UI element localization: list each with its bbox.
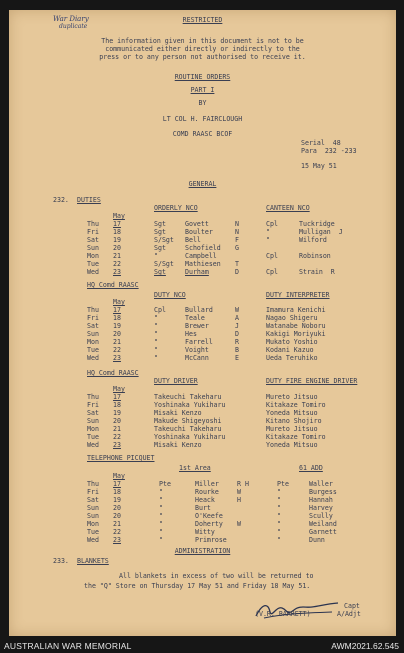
- driver-name-cell: Yoshinaka Yukiharu: [154, 401, 226, 409]
- day-cell: Wed: [87, 268, 99, 276]
- nco-name-cell: Voight: [185, 346, 209, 354]
- fire-driver-name-cell: Mureto Jitsuo: [266, 425, 318, 433]
- handwritten-note-2: duplicate: [59, 23, 88, 30]
- picquet-rank-2-cell: ": [277, 488, 281, 496]
- nco-name-cell: Brewer: [185, 322, 209, 330]
- nco-rank-cell: ": [154, 346, 158, 354]
- orderly-name-cell: Boulter: [185, 228, 213, 236]
- date-cell: 22: [113, 528, 121, 536]
- orderly-rank-cell: Sgt: [154, 228, 166, 236]
- date-cell: 19: [113, 236, 121, 244]
- picquet-name-cell: O'Keefe: [195, 512, 223, 520]
- day-cell: Sun: [87, 417, 99, 425]
- orderly-name-cell: Bell: [185, 236, 201, 244]
- picquet-name-cell: Doherty: [195, 520, 223, 528]
- picquet-rank-2-cell: ": [277, 496, 281, 504]
- area-1-heading: 1st Area: [179, 464, 211, 472]
- orderly-rank-cell: Sgt: [154, 268, 166, 276]
- picquet-name-2-cell: Waller: [309, 480, 333, 488]
- driver-name-cell: Misaki Kenzo: [154, 441, 202, 449]
- date-cell: 18: [113, 488, 121, 496]
- nco-rank-cell: ": [154, 354, 158, 362]
- picquet-rank-cell: ": [159, 520, 163, 528]
- date-cell: 17: [113, 220, 121, 228]
- driver-name-cell: Takeuchi Takeharu: [154, 393, 222, 401]
- signature-rank: Capt: [344, 602, 360, 610]
- day-cell: Sun: [87, 504, 99, 512]
- picquet-rank-2-cell: ": [277, 536, 281, 544]
- date-cell: 20: [113, 244, 121, 252]
- routine-orders-heading: ROUTINE ORDERS: [174, 73, 231, 81]
- nco-name-cell: Bullard: [185, 306, 213, 314]
- date-cell: 23: [113, 354, 121, 362]
- picquet-initial-cell: H: [237, 496, 241, 504]
- day-cell: Thu: [87, 220, 99, 228]
- fire-driver-name-cell: Yoneda Mitsuo: [266, 409, 318, 417]
- nco-rank-cell: Cpl: [154, 306, 166, 314]
- canteen-nco-heading: CANTEEN NCO: [266, 204, 310, 212]
- day-cell: Fri: [87, 228, 99, 236]
- hq-comd-heading-1: HQ Comd RAASC: [87, 281, 139, 289]
- orderly-name-cell: Mathiesen: [185, 260, 221, 268]
- orderly-rank-cell: ": [154, 252, 158, 260]
- document-date: 15 May 51: [301, 162, 337, 170]
- canteen-rank-cell: ": [266, 228, 270, 236]
- serial-number: Serial 48: [301, 139, 341, 147]
- date-cell: 21: [113, 520, 121, 528]
- date-cell: 18: [113, 401, 121, 409]
- day-cell: Thu: [87, 480, 99, 488]
- date-cell: 23: [113, 441, 121, 449]
- picquet-name-cell: Primrose: [195, 536, 227, 544]
- date-cell: 19: [113, 409, 121, 417]
- month-label: May: [113, 385, 125, 393]
- interpreter-name-cell: Mukato Yoshio: [266, 338, 318, 346]
- month-label: May: [113, 212, 125, 220]
- date-cell: 22: [113, 260, 121, 268]
- day-cell: Thu: [87, 306, 99, 314]
- general-heading: GENERAL: [188, 180, 217, 188]
- day-cell: Mon: [87, 252, 99, 260]
- nco-rank-cell: ": [154, 322, 158, 330]
- handwritten-note: War Diary: [53, 15, 89, 23]
- picquet-initial-cell: R H: [237, 480, 249, 488]
- duties-heading: DUTIES: [77, 196, 101, 204]
- interpreter-name-cell: Watanabe Noboru: [266, 322, 326, 330]
- orderly-rank-cell: S/Sgt: [154, 260, 174, 268]
- orderly-name-cell: Campbell: [185, 252, 217, 260]
- driver-name-cell: Makude Shigeyoshi: [154, 417, 222, 425]
- driver-name-cell: Yoshinaka Yukiharu: [154, 433, 226, 441]
- orderly-initial-cell: F: [235, 236, 239, 244]
- nco-initial-cell: E: [235, 354, 239, 362]
- picquet-rank-cell: ": [159, 488, 163, 496]
- date-cell: 23: [113, 268, 121, 276]
- telephone-picquet-heading: TELEPHONE PICQUET: [87, 454, 155, 462]
- picquet-name-2-cell: Hannah: [309, 496, 333, 504]
- picquet-rank-cell: Pte: [159, 480, 171, 488]
- canteen-name-cell: Robinson: [299, 252, 331, 260]
- picquet-name-2-cell: Garnett: [309, 528, 337, 536]
- date-cell: 22: [113, 433, 121, 441]
- canteen-rank-cell: Cpl: [266, 220, 278, 228]
- picquet-rank-2-cell: Pte: [277, 480, 289, 488]
- notice-line-3: press or to any person not authorised to receive it.: [99, 53, 306, 61]
- picquet-name-cell: Rourke: [195, 488, 219, 496]
- day-cell: Sat: [87, 496, 99, 504]
- picquet-initial-cell: W: [237, 520, 241, 528]
- date-cell: 21: [113, 338, 121, 346]
- area-2-heading: 61 ADD: [299, 464, 323, 472]
- para-232-number: 232.: [53, 196, 69, 204]
- date-cell: 18: [113, 228, 121, 236]
- interpreter-name-cell: Nagao Shigeru: [266, 314, 318, 322]
- orderly-name-cell: Govett: [185, 220, 209, 228]
- picquet-rank-cell: ": [159, 496, 163, 504]
- fire-driver-name-cell: Kitano Shojiro: [266, 417, 322, 425]
- canteen-name-cell: Tuckridge: [299, 220, 335, 228]
- orderly-initial-cell: D: [235, 268, 239, 276]
- day-cell: Mon: [87, 425, 99, 433]
- notice-line-1: The information given in this document is not to be: [101, 37, 304, 45]
- blankets-line-2: the "Q" Store on Thursday 17 May 51 and Friday 18 May 51.: [84, 582, 311, 590]
- day-cell: Fri: [87, 401, 99, 409]
- orderly-name-cell: Durham: [185, 268, 209, 276]
- month-label: May: [113, 298, 125, 306]
- hq-comd-heading-2: HQ Comd RAASC: [87, 369, 139, 377]
- day-cell: Sat: [87, 409, 99, 417]
- part-heading: PART I: [190, 86, 215, 94]
- picquet-initial-cell: W: [237, 488, 241, 496]
- picquet-name-cell: Witty: [195, 528, 215, 536]
- fire-driver-name-cell: Kitakaze Tomiro: [266, 433, 326, 441]
- nco-initial-cell: J: [235, 322, 239, 330]
- footer-bar: [0, 638, 404, 653]
- picquet-name-2-cell: Burgess: [309, 488, 337, 496]
- nco-initial-cell: D: [235, 330, 239, 338]
- picquet-rank-2-cell: ": [277, 528, 281, 536]
- document-page: [9, 10, 396, 636]
- nco-name-cell: McCann: [185, 354, 209, 362]
- signature-title: A/Adjt: [337, 610, 361, 618]
- interpreter-name-cell: Imamura Kenichi: [266, 306, 326, 314]
- nco-rank-cell: ": [154, 314, 158, 322]
- nco-name-cell: Farrell: [185, 338, 213, 346]
- signature-name: (V.R. BARRETT): [255, 610, 311, 618]
- month-label: May: [113, 472, 125, 480]
- day-cell: Sat: [87, 236, 99, 244]
- duty-nco-heading: DUTY NCO: [154, 291, 186, 299]
- day-cell: Thu: [87, 393, 99, 401]
- fire-driver-name-cell: Kitakaze Tomiro: [266, 401, 326, 409]
- canteen-rank-cell: Cpl: [266, 252, 278, 260]
- nco-rank-cell: ": [154, 330, 158, 338]
- picquet-rank-cell: ": [159, 536, 163, 544]
- day-cell: Wed: [87, 441, 99, 449]
- duty-driver-heading: DUTY DRIVER: [154, 377, 198, 385]
- date-cell: 17: [113, 306, 121, 314]
- day-cell: Tue: [87, 346, 99, 354]
- driver-name-cell: Takeuchi Takeharu: [154, 425, 222, 433]
- day-cell: Tue: [87, 528, 99, 536]
- day-cell: Wed: [87, 354, 99, 362]
- administration-heading: ADMINISTRATION: [174, 547, 231, 555]
- nco-initial-cell: R: [235, 338, 239, 346]
- orderly-name-cell: Schofield: [185, 244, 221, 252]
- day-cell: Fri: [87, 314, 99, 322]
- date-cell: 20: [113, 504, 121, 512]
- picquet-rank-2-cell: ": [277, 504, 281, 512]
- canteen-name-cell: Mulligan J: [299, 228, 343, 236]
- command-name: COMD RAASC BCOF: [172, 130, 233, 138]
- nco-rank-cell: ": [154, 338, 158, 346]
- picquet-rank-cell: ": [159, 512, 163, 520]
- orderly-initial-cell: G: [235, 244, 239, 252]
- picquet-rank-2-cell: ": [277, 512, 281, 520]
- picquet-rank-cell: ": [159, 528, 163, 536]
- picquet-name-2-cell: Scully: [309, 512, 333, 520]
- blankets-line-1: All blankets in excess of two will be returned to: [119, 572, 314, 580]
- date-cell: 20: [113, 330, 121, 338]
- footer-accession: AWM2021.62.545: [331, 641, 399, 651]
- date-cell: 17: [113, 393, 121, 401]
- notice-line-2: communicated either directly or indirectly to the: [105, 45, 300, 53]
- orderly-initial-cell: N: [235, 220, 239, 228]
- blankets-heading: BLANKETS: [77, 557, 109, 565]
- picquet-name-2-cell: Dunn: [309, 536, 325, 544]
- day-cell: Sun: [87, 244, 99, 252]
- picquet-name-2-cell: Weiland: [309, 520, 337, 528]
- picquet-name-cell: Miller: [195, 480, 219, 488]
- officer-name: LT COL H. FAIRCLOUGH: [162, 115, 243, 123]
- footer-source: AUSTRALIAN WAR MEMORIAL: [4, 641, 132, 651]
- date-cell: 21: [113, 425, 121, 433]
- picquet-rank-cell: ": [159, 504, 163, 512]
- day-cell: Mon: [87, 520, 99, 528]
- orderly-rank-cell: Sgt: [154, 244, 166, 252]
- fire-driver-name-cell: Mureto Jitsuo: [266, 393, 318, 401]
- canteen-name-cell: Wilford: [299, 236, 327, 244]
- day-cell: Tue: [87, 260, 99, 268]
- orderly-rank-cell: Sgt: [154, 220, 166, 228]
- para-range: Para 232 -233: [301, 147, 357, 155]
- day-cell: Fri: [87, 488, 99, 496]
- nco-initial-cell: A: [235, 314, 239, 322]
- interpreter-name-cell: Kakigi Moriyuki: [266, 330, 326, 338]
- para-233-number: 233.: [53, 557, 69, 565]
- orderly-nco-heading: ORDERLY NCO: [154, 204, 198, 212]
- classification-heading: RESTRICTED: [182, 16, 223, 24]
- nco-initial-cell: W: [235, 306, 239, 314]
- canteen-rank-cell: ": [266, 236, 270, 244]
- day-cell: Wed: [87, 536, 99, 544]
- driver-name-cell: Misaki Kenzo: [154, 409, 202, 417]
- nco-name-cell: Hes: [185, 330, 197, 338]
- nco-initial-cell: B: [235, 346, 239, 354]
- day-cell: Sun: [87, 330, 99, 338]
- day-cell: Tue: [87, 433, 99, 441]
- picquet-name-2-cell: Harvey: [309, 504, 333, 512]
- day-cell: Sun: [87, 512, 99, 520]
- day-cell: Sat: [87, 322, 99, 330]
- date-cell: 17: [113, 480, 121, 488]
- picquet-name-cell: Burt: [195, 504, 211, 512]
- date-cell: 21: [113, 252, 121, 260]
- duty-fire-engine-heading: DUTY FIRE ENGINE DRIVER: [266, 377, 358, 385]
- interpreter-name-cell: Ueda Teruhiko: [266, 354, 318, 362]
- date-cell: 20: [113, 512, 121, 520]
- date-cell: 19: [113, 322, 121, 330]
- orderly-rank-cell: S/Sgt: [154, 236, 174, 244]
- by-label: BY: [198, 99, 207, 107]
- date-cell: 19: [113, 496, 121, 504]
- fire-driver-name-cell: Yoneda Mitsuo: [266, 441, 318, 449]
- date-cell: 20: [113, 417, 121, 425]
- interpreter-name-cell: Kodani Kazuo: [266, 346, 314, 354]
- nco-name-cell: Teale: [185, 314, 205, 322]
- picquet-name-cell: Heack: [195, 496, 215, 504]
- date-cell: 18: [113, 314, 121, 322]
- date-cell: 23: [113, 536, 121, 544]
- date-cell: 22: [113, 346, 121, 354]
- orderly-initial-cell: T: [235, 260, 239, 268]
- orderly-initial-cell: N: [235, 228, 239, 236]
- canteen-rank-cell: Cpl: [266, 268, 278, 276]
- duty-interpreter-heading: DUTY INTERPRETER: [266, 291, 330, 299]
- picquet-rank-2-cell: ": [277, 520, 281, 528]
- day-cell: Mon: [87, 338, 99, 346]
- canteen-name-cell: Strain R: [299, 268, 335, 276]
